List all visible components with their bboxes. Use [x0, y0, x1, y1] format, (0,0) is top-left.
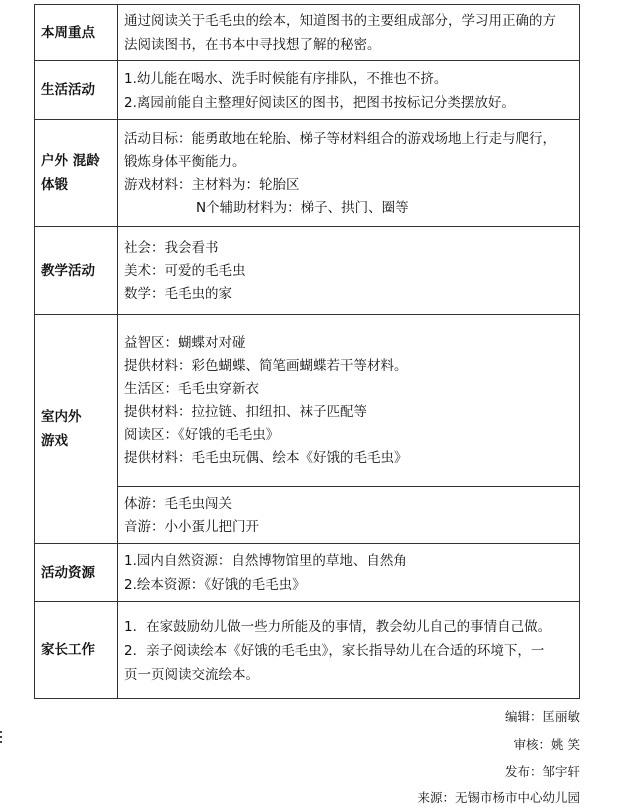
text-line: 提供材料：拉拉链、扣纽扣、袜子匹配等: [124, 404, 367, 420]
label-outdoor: [35, 120, 118, 227]
content-life: [118, 61, 580, 120]
text-line: 提供材料：毛毛虫玩偶、绘本《好饿的毛毛虫》: [124, 450, 408, 466]
text-line: 法阅读图书，在书本中寻找想了解的秘密。: [124, 37, 381, 53]
footer-publisher: 发布：邹宇轩: [504, 764, 580, 779]
text-line: 生活区：毛毛虫穿新衣: [124, 381, 259, 397]
label-parents: 家长工作: [35, 602, 118, 699]
row-teaching: [35, 227, 580, 315]
text-line: 活动目标：能勇敢地在轮胎、梯子等材料组合的游戏场地上行走与爬行，: [124, 130, 556, 147]
footer-reviewer: 审核：姚 笑: [513, 737, 580, 752]
text-line: 1.园内自然资源：自然博物馆里的草地、自然角: [124, 553, 407, 569]
text-line: 阅读区：《好饿的毛毛虫》: [124, 427, 280, 443]
row-resources: [35, 544, 580, 602]
text-line: 1.幼儿能在喝水、洗手时候能有序排队，不推也不挤。: [124, 70, 448, 87]
row-life: [35, 61, 580, 120]
row-games-indoor: [35, 315, 580, 487]
text-line: 游戏材料：主材料为：轮胎区: [124, 176, 300, 193]
text-line: 提供材料：彩色蝴蝶、简笔画蝴蝶若干等材料。: [124, 358, 408, 374]
footer-source: 来源：无锡市杨市中心幼儿园: [417, 790, 580, 805]
text-line: 益智区：蝴蝶对对碰: [124, 335, 246, 351]
text-line: 2.绘本资源：《好饿的毛毛虫》: [124, 577, 306, 593]
content-resources: [118, 544, 580, 602]
text-line: 通过阅读关于毛毛虫的绘本，知道图书的主要组成部分，学习用正确的方: [124, 13, 556, 29]
label-teaching: 教学活动: [35, 227, 118, 315]
label-games: [35, 315, 118, 544]
content-teaching: [118, 227, 580, 315]
label-line: 游戏: [41, 433, 68, 449]
text-line: 2．亲子阅读绘本《好饿的毛毛虫》，家长指导幼儿在合适的环境下，一: [124, 642, 545, 659]
drag-handle-icon: [0, 731, 4, 746]
weekly-plan-table: [34, 4, 580, 699]
text-line: N个辅助材料为：梯子、拱门、圈等: [196, 199, 409, 216]
text-line: 音游：小小蛋儿把门开: [124, 518, 259, 535]
label-line: 户外 混龄: [41, 153, 100, 169]
row-outdoor: [35, 120, 580, 227]
label-life: 生活活动: [35, 61, 118, 120]
row-focus: [35, 5, 580, 61]
content-parents: [118, 602, 580, 699]
text-line: 锻炼身体平衡能力。: [124, 153, 246, 170]
text-line: 页一页阅读交流绘本。: [124, 666, 259, 683]
content-games-outdoor: [118, 487, 580, 544]
content-games-indoor: [118, 315, 580, 487]
label-line: 室内外: [41, 409, 82, 425]
text-line: 1．在家鼓励幼儿做一些力所能及的事情，教会幼儿自己的事情自己做。: [124, 618, 552, 635]
content-focus: [118, 5, 580, 61]
text-line: 2.离园前能自主整理好阅读区的图书，把图书按标记分类摆放好。: [124, 94, 515, 111]
label-resources: 活动资源: [35, 544, 118, 602]
text-line: 体游：毛毛虫闯关: [124, 495, 232, 512]
text-line: 社会：我会看书: [124, 239, 219, 256]
text-line: 美术：可爱的毛毛虫: [124, 262, 246, 279]
label-line: 体锻: [41, 177, 68, 193]
content-outdoor: [118, 120, 580, 227]
row-parents: [35, 602, 580, 699]
footer-editor: 编辑：匡丽敏: [504, 709, 580, 724]
text-line: 数学：毛毛虫的家: [124, 285, 232, 302]
label-focus: 本周重点: [35, 5, 118, 61]
